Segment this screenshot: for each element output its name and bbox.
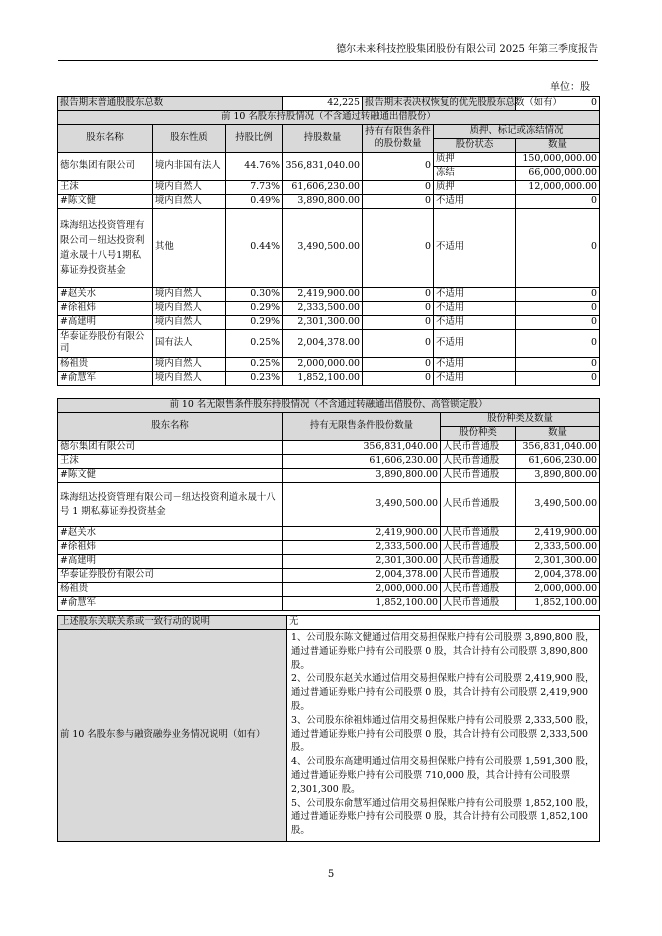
holder-restricted: 0: [363, 371, 434, 385]
margin-note-item: 4、公司股东高建明通过信用交易担保账户持有公司股票 1,591,300 股，通过普通证券账户持有公司股票 710,000 股，其合计持有公司股票 2,301,300 股。: [291, 756, 595, 795]
total-holders-label: 报告期末普通股股东总数: [58, 97, 283, 111]
col-header-name: 股东名称: [58, 125, 153, 153]
pledge-count: 150,000,000.00: [516, 152, 600, 166]
holder-nature: 其他: [153, 208, 226, 287]
table-row: [58, 455, 600, 469]
pledge-count: 0: [516, 301, 600, 315]
holder-ratio: 0.23%: [226, 371, 283, 385]
pledge-status: 不适用: [434, 208, 516, 287]
holder-name: 德尔集团有限公司: [58, 441, 283, 455]
margin-trading-notes: [287, 630, 600, 842]
holder-name: 珠海纽达投资管理有限公司－纽达投资利道永晟十八号 1 期私募证券投资基金: [58, 483, 283, 527]
share-kind: 人民币普通股: [441, 527, 516, 541]
table-row: [58, 194, 600, 208]
col-header-unrestricted-qty: 持有无限售条件股份数量: [283, 413, 441, 441]
table-row: [58, 371, 600, 385]
pledge-status: 不适用: [434, 194, 516, 208]
table-row: [58, 329, 600, 357]
holder-name: #陈文健: [58, 469, 283, 483]
unrestricted-qty: 1,852,100.00: [283, 597, 441, 611]
holder-nature: 境内自然人: [153, 315, 226, 329]
table-row: [58, 301, 600, 315]
unrestricted-qty: 2,419,900.00: [283, 527, 441, 541]
holder-name: #徐祖炜: [58, 541, 283, 555]
holder-name: 杨祖贵: [58, 583, 283, 597]
unrestricted-section-title: 前 10 名无限售条件股东持股情况（不含通过转融通出借股份、高管锁定股）: [58, 399, 600, 413]
holder-qty: 3,890,800.00: [283, 194, 363, 208]
unrestricted-qty: 2,333,500.00: [283, 541, 441, 555]
margin-note-item: 2、公司股东赵关水通过信用交易担保账户持有公司股票 2,419,900 股，通过普通证券账户持有公司股票 0 股，其合计持有公司股票 2,419,900 股。: [291, 673, 595, 712]
pledge-status: 质押: [434, 152, 516, 166]
unit-label: 单位：股: [550, 82, 590, 93]
pledge-count: 0: [516, 371, 600, 385]
freeze-status: 冻结: [434, 166, 516, 180]
notes-table: [57, 615, 600, 842]
col-header-count: 数量: [516, 427, 600, 441]
table-row: [58, 597, 600, 611]
pledge-count: 0: [516, 287, 600, 301]
margin-note-item: 5、公司股东俞慧军通过信用交易担保账户持有公司股票 1,852,100 股，通过普通证券账户持有公司股票 0 股，其合计持有公司股票 1,852,100 股。: [291, 797, 595, 837]
holder-name: 德尔集团有限公司: [58, 152, 153, 180]
holder-nature: 境内非国有法人: [153, 152, 226, 180]
table-row: [58, 315, 600, 329]
table-row: [58, 152, 600, 166]
table-row: [58, 541, 600, 555]
share-kind: 人民币普通股: [441, 441, 516, 455]
col-header-ratio: 持股比例: [226, 125, 283, 153]
margin-trading-label: 前 10 名股东参与融资融券业务情况说明（如有）: [58, 630, 287, 842]
table-row: [58, 287, 600, 301]
holder-nature: 境内自然人: [153, 371, 226, 385]
page-number: 5: [327, 869, 335, 880]
share-count: 2,419,900.00: [516, 527, 600, 541]
holder-name: 王沫: [58, 455, 283, 469]
col-header-name: 股东名称: [58, 413, 283, 441]
unrestricted-qty: 356,831,040.00: [283, 441, 441, 455]
relation-label: 上述股东关联关系或一致行动的说明: [58, 616, 287, 630]
holder-nature: 国有法人: [153, 329, 226, 357]
share-count: 2,000,000.00: [516, 583, 600, 597]
total-holders-value: 42,225: [283, 97, 363, 111]
pledge-count: 0: [516, 315, 600, 329]
holder-name: #俞慧军: [58, 597, 283, 611]
col-header-qty: 持股数量: [283, 125, 363, 153]
col-header-nature: 股东性质: [153, 125, 226, 153]
holder-name: 杨祖贵: [58, 357, 153, 371]
unrestricted-qty: 2,004,378.00: [283, 569, 441, 583]
holder-name: 王沫: [58, 180, 153, 194]
pledge-status: 不适用: [434, 329, 516, 357]
holder-name: #赵关水: [58, 287, 153, 301]
holder-name: 华泰证券股份有限公司: [58, 569, 283, 583]
holder-qty: 2,301,300.00: [283, 315, 363, 329]
pledge-count: 12,000,000.00: [516, 180, 600, 194]
col-header-count: 数量: [516, 139, 600, 153]
col-header-kind-group: 股份种类及数量: [441, 413, 600, 427]
table-row: [58, 357, 600, 371]
table-row: [58, 569, 600, 583]
holder-name: #赵关水: [58, 527, 283, 541]
holder-name: #高建明: [58, 555, 283, 569]
share-count: 3,890,800.00: [516, 469, 600, 483]
share-kind: 人民币普通股: [441, 555, 516, 569]
share-kind: 人民币普通股: [441, 469, 516, 483]
holder-ratio: 0.30%: [226, 287, 283, 301]
pref-holders-label: 报告期末表决权恢复的优先股股东总数（如有）: [363, 97, 516, 111]
holder-ratio: 0.29%: [226, 301, 283, 315]
header-divider: [58, 60, 598, 61]
col-header-status: 股份状态: [434, 139, 516, 153]
share-kind: 人民币普通股: [441, 583, 516, 597]
share-count: 3,490,500.00: [516, 483, 600, 527]
holder-restricted: 0: [363, 287, 434, 301]
pledge-status: 不适用: [434, 357, 516, 371]
holder-nature: 境内自然人: [153, 180, 226, 194]
holder-restricted: 0: [363, 301, 434, 315]
holder-ratio: 0.49%: [226, 194, 283, 208]
holder-qty: 2,333,500.00: [283, 301, 363, 315]
holder-ratio: 0.29%: [226, 315, 283, 329]
holder-nature: 境内自然人: [153, 301, 226, 315]
share-kind: 人民币普通股: [441, 569, 516, 583]
unrestricted-qty: 3,490,500.00: [283, 483, 441, 527]
col-header-pledge: 质押、标记或冻结情况: [434, 125, 600, 139]
table-row: [58, 527, 600, 541]
margin-note-item: 3、公司股东徐祖炜通过信用交易担保账户持有公司股票 2,333,500 股，通过普通证券账户持有公司股票 0 股，其合计持有公司股票 2,333,500 股。: [291, 714, 595, 754]
freeze-count: 66,000,000.00: [516, 166, 600, 180]
holder-nature: 境内自然人: [153, 357, 226, 371]
holder-name: #陈文健: [58, 194, 153, 208]
pref-holders-value: 0: [516, 97, 600, 111]
holder-ratio: 7.73%: [226, 180, 283, 194]
share-count: 61,606,230.00: [516, 455, 600, 469]
share-count: 2,301,300.00: [516, 555, 600, 569]
holder-name: #俞慧军: [58, 371, 153, 385]
pledge-status: 不适用: [434, 301, 516, 315]
pledge-status: 不适用: [434, 315, 516, 329]
holder-qty: 2,000,000.00: [283, 357, 363, 371]
pledge-status: 质押: [434, 180, 516, 194]
holder-name: #高建明: [58, 315, 153, 329]
share-count: 2,004,378.00: [516, 569, 600, 583]
table-row: [58, 180, 600, 194]
holder-name: 华泰证券股份有限公司: [58, 329, 153, 357]
share-kind: 人民币普通股: [441, 483, 516, 527]
share-kind: 人民币普通股: [441, 455, 516, 469]
share-kind: 人民币普通股: [441, 597, 516, 611]
holder-restricted: 0: [363, 208, 434, 287]
pledge-count: 0: [516, 194, 600, 208]
share-count: 356,831,040.00: [516, 441, 600, 455]
holder-restricted: 0: [363, 152, 434, 180]
table-row: [58, 583, 600, 597]
holder-name: 珠海纽达投资管理有限公司－纽达投资利道永晟十八号1期私募证券投资基金: [58, 208, 153, 287]
holder-nature: 境内自然人: [153, 194, 226, 208]
holder-ratio: 0.25%: [226, 357, 283, 371]
holder-restricted: 0: [363, 357, 434, 371]
unrestricted-qty: 2,301,300.00: [283, 555, 441, 569]
unrestricted-qty: 3,890,800.00: [283, 469, 441, 483]
margin-note-item: 1、公司股东陈文健通过信用交易担保账户持有公司股票 3,890,800 股，通过普通证券账户持有公司股票 0 股，其合计持有公司股票 3,890,800 股。: [291, 632, 595, 671]
table-row: [58, 483, 600, 527]
share-kind: 人民币普通股: [441, 541, 516, 555]
holder-restricted: 0: [363, 315, 434, 329]
table-row: [58, 441, 600, 455]
holder-qty: 1,852,100.00: [283, 371, 363, 385]
share-count: 2,333,500.00: [516, 541, 600, 555]
table-row: [58, 208, 600, 287]
top10-section-title: 前 10 名股东持股情况（不含通过转融通出借股份）: [58, 111, 600, 125]
holder-ratio: 0.25%: [226, 329, 283, 357]
pledge-status: 不适用: [434, 287, 516, 301]
pledge-count: 0: [516, 357, 600, 371]
holder-qty: 2,004,378.00: [283, 329, 363, 357]
table-row: [58, 555, 600, 569]
holder-qty: 2,419,900.00: [283, 287, 363, 301]
holder-restricted: 0: [363, 329, 434, 357]
holder-nature: 境内自然人: [153, 287, 226, 301]
top10-unrestricted-table: [57, 398, 600, 611]
pledge-status: 不适用: [434, 371, 516, 385]
top10-shareholders-table: [57, 96, 600, 386]
holder-ratio: 0.44%: [226, 208, 283, 287]
pledge-count: 0: [516, 208, 600, 287]
holder-qty: 3,490,500.00: [283, 208, 363, 287]
share-count: 1,852,100.00: [516, 597, 600, 611]
unrestricted-qty: 2,000,000.00: [283, 583, 441, 597]
relation-value: 无: [287, 616, 600, 630]
col-header-kind: 股份种类: [441, 427, 516, 441]
holder-name: #徐祖炜: [58, 301, 153, 315]
pledge-count: 0: [516, 329, 600, 357]
holder-restricted: 0: [363, 180, 434, 194]
holder-qty: 356,831,040.00: [283, 152, 363, 180]
unrestricted-qty: 61,606,230.00: [283, 455, 441, 469]
table-row: [58, 469, 600, 483]
holder-restricted: 0: [363, 194, 434, 208]
holder-qty: 61,606,230.00: [283, 180, 363, 194]
holder-ratio: 44.76%: [226, 152, 283, 180]
col-header-restricted: 持有有限售条件的股份数量: [363, 125, 434, 153]
report-header-title: 德尔未来科技控股集团股份有限公司 2025 年第三季度报告: [336, 44, 598, 55]
